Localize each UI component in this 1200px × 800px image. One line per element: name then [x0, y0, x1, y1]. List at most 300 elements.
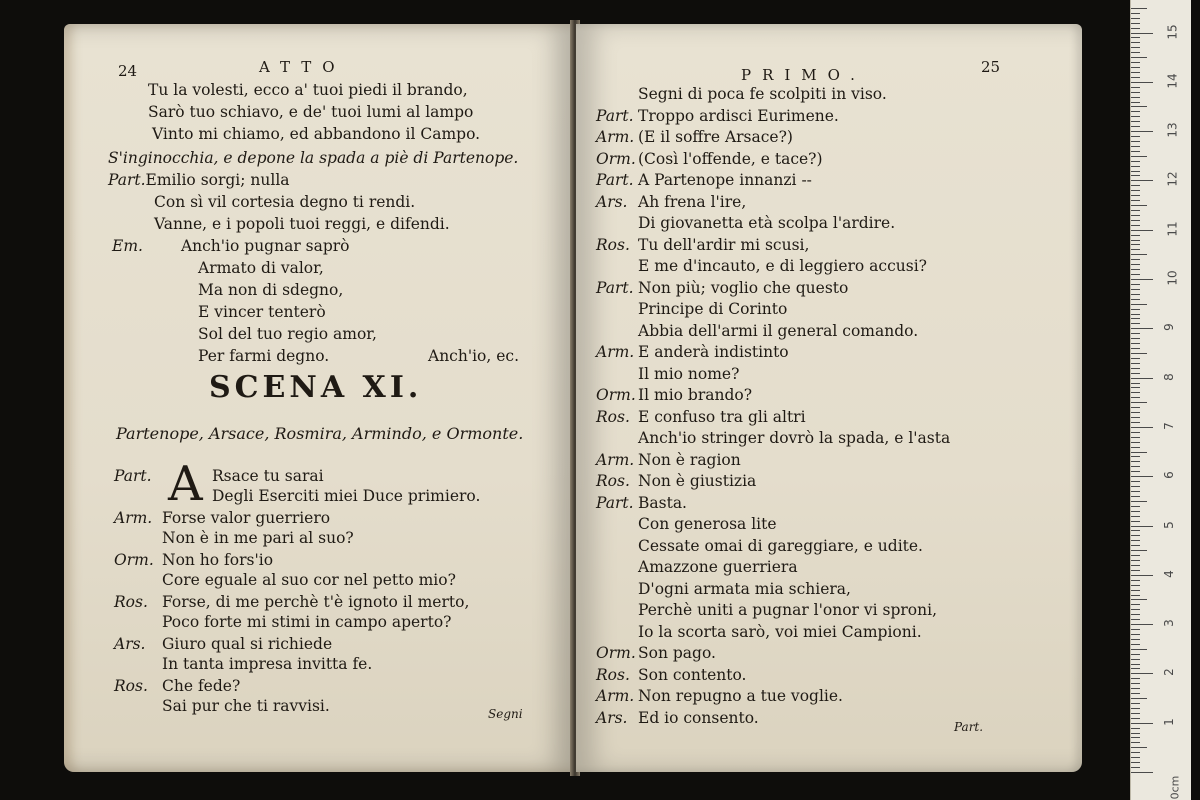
drop-cap: A — [168, 456, 203, 512]
ruler-tick — [1131, 97, 1140, 98]
ruler-tick — [1131, 42, 1140, 43]
ruler-tick — [1131, 550, 1147, 551]
line-text: Armato di valor, — [198, 259, 324, 277]
dialogue-line — [114, 466, 324, 486]
ruler-number: 5 — [1161, 520, 1176, 529]
ruler-tick — [1131, 555, 1140, 556]
ruler-tick — [1131, 52, 1140, 53]
ruler-tick — [1131, 171, 1140, 172]
line-text: Non repugno a tue voglie. — [638, 687, 843, 705]
right-page — [576, 24, 1082, 772]
ruler-tick — [1131, 225, 1140, 226]
ruler-tick — [1131, 215, 1140, 216]
ruler-tick — [1131, 166, 1140, 167]
speaker-label: Arm. — [596, 687, 635, 705]
line-text: In tanta impresa invitta fe. — [162, 655, 373, 673]
text-line — [148, 80, 468, 100]
line-text: Con generosa lite — [638, 515, 777, 533]
ruler-tick — [1131, 338, 1140, 339]
ruler-tick — [1131, 57, 1147, 58]
ruler-tick — [1131, 580, 1140, 581]
ruler-tick — [1131, 284, 1140, 285]
ruler-number: 9 — [1161, 323, 1176, 332]
dialogue-line — [638, 299, 787, 319]
speaker-label: Em. — [112, 237, 143, 255]
speaker-label: Arm. — [114, 509, 153, 527]
ruler-tick — [1131, 230, 1153, 231]
right-page-number: 25 — [981, 58, 1001, 76]
text-line — [198, 346, 329, 366]
line-text: Poco forte mi stimi in campo aperto? — [162, 613, 452, 631]
ruler-tick — [1131, 210, 1140, 211]
dialogue-line — [596, 665, 746, 685]
dialogue-line — [596, 407, 806, 427]
text-line — [152, 124, 480, 144]
ruler-tick — [1131, 13, 1140, 14]
ruler-tick — [1131, 299, 1140, 300]
line-text: Non è giustizia — [638, 472, 757, 490]
ruler-tick — [1131, 383, 1140, 384]
ruler-tick — [1131, 387, 1140, 388]
right-catchword: Part. — [954, 720, 984, 734]
measuring-ruler — [1130, 0, 1191, 800]
line-text: Basta. — [638, 493, 687, 512]
ruler-unit-label: 0cm — [1168, 775, 1182, 800]
dialogue-line — [596, 192, 746, 212]
ruler-tick — [1131, 314, 1140, 315]
ruler-tick — [1131, 452, 1147, 453]
ruler-tick — [1131, 309, 1140, 310]
ruler-tick — [1131, 718, 1140, 719]
ruler-number: 7 — [1161, 422, 1176, 430]
ruler-tick — [1131, 111, 1140, 112]
ruler-tick — [1131, 47, 1140, 48]
line-text: A Partenope innanzi -- — [638, 171, 812, 189]
speaker-label: Arm. — [596, 450, 635, 469]
text-line — [198, 302, 326, 322]
text-line — [428, 346, 519, 366]
ruler-tick — [1131, 688, 1140, 689]
ruler-tick — [1131, 481, 1140, 482]
ruler-tick — [1131, 496, 1140, 497]
ruler-number: 6 — [1161, 471, 1176, 480]
line-text: Non è in me pari al suo? — [162, 529, 354, 547]
dialogue-line — [638, 321, 918, 341]
dialogue-line — [162, 612, 451, 632]
line-text: E me d'incauto, e di leggiero accusi? — [638, 257, 927, 275]
speaker-label: Part. — [596, 171, 634, 189]
ruler-tick — [1131, 772, 1153, 773]
ruler-tick — [1131, 599, 1147, 600]
ruler-number: 2 — [1161, 668, 1176, 677]
line-text: Il mio nome? — [638, 364, 740, 383]
ruler-tick — [1131, 126, 1140, 127]
ruler-tick — [1131, 516, 1140, 517]
ruler-tick — [1131, 180, 1153, 181]
ruler-tick — [1131, 87, 1140, 88]
text-line — [198, 280, 343, 300]
ruler-tick — [1131, 195, 1140, 196]
ruler-tick — [1131, 72, 1140, 73]
text-line — [108, 170, 290, 190]
dialogue-line — [114, 634, 332, 654]
ruler-tick — [1131, 511, 1140, 512]
stage-direction — [108, 148, 518, 168]
ruler-tick — [1131, 200, 1140, 201]
dialogue-line — [114, 550, 273, 570]
line-text: Forse valor guerriero — [162, 509, 331, 527]
ruler-tick — [1131, 18, 1140, 19]
line-text: Con sì vil cortesia degno ti rendi. — [154, 193, 416, 211]
dialogue-line — [638, 213, 895, 233]
line-text: Principe di Corinto — [638, 300, 788, 318]
ruler-tick — [1131, 595, 1140, 596]
ruler-tick — [1131, 723, 1153, 724]
line-text: Core eguale al suo cor nel petto mio? — [162, 571, 456, 589]
line-text: Emilio sorgi; nulla — [145, 171, 290, 189]
line-text: Segni di poca fe scolpiti in viso. — [638, 85, 887, 103]
ruler-tick — [1131, 368, 1140, 369]
ruler-tick — [1131, 634, 1140, 635]
ruler-tick — [1131, 668, 1140, 669]
ruler-tick — [1131, 590, 1140, 591]
ruler-number: 10 — [1165, 270, 1180, 286]
line-text: Troppo ardisci Eurimene. — [638, 106, 839, 125]
ruler-tick — [1131, 141, 1140, 142]
ruler-tick — [1131, 437, 1140, 438]
ruler-tick — [1131, 121, 1140, 122]
ruler-tick — [1131, 161, 1140, 162]
dialogue-line — [638, 600, 937, 620]
speaker-label: Arm. — [596, 343, 635, 361]
ruler-tick — [1131, 767, 1140, 768]
dialogue-line — [638, 622, 922, 642]
ruler-tick — [1131, 264, 1140, 265]
ruler-tick — [1131, 501, 1147, 502]
ruler-tick — [1131, 279, 1153, 280]
speaker-label: Ros. — [596, 665, 630, 684]
ruler-tick — [1131, 530, 1140, 531]
dialogue-line — [212, 486, 480, 506]
ruler-tick — [1131, 254, 1147, 255]
ruler-tick — [1131, 23, 1140, 24]
dialogue-line — [638, 84, 887, 104]
ruler-tick — [1131, 565, 1140, 566]
ruler-tick — [1131, 77, 1140, 78]
dialogue-line — [596, 686, 843, 706]
dialogue-line — [114, 676, 240, 696]
ruler-tick — [1131, 353, 1147, 354]
ruler-tick — [1131, 289, 1140, 290]
speaker-label: Orm. — [114, 551, 154, 569]
ruler-tick — [1131, 733, 1140, 734]
ruler-tick — [1131, 728, 1140, 729]
dialogue-line — [638, 256, 927, 276]
line-text: Sarò tuo schiavo, e de' tuoi lumi al lampo — [148, 103, 474, 121]
dialogue-line — [596, 127, 793, 147]
line-text: Degli Eserciti miei Duce primiero. — [212, 487, 481, 505]
line-text: Ma non di sdegno, — [198, 281, 344, 299]
ruler-tick — [1131, 659, 1140, 660]
speaker-label: Ars. — [596, 708, 628, 727]
text-line — [112, 236, 350, 256]
text-line — [148, 102, 473, 122]
ruler-tick — [1131, 412, 1140, 413]
ruler-tick — [1131, 742, 1140, 743]
ruler-number: 4 — [1161, 569, 1176, 578]
ruler-tick — [1131, 540, 1140, 541]
ruler-tick — [1131, 708, 1140, 709]
line-text: Anch'io pugnar saprò — [180, 237, 350, 255]
ruler-tick — [1131, 486, 1140, 487]
ruler-tick — [1131, 545, 1140, 546]
ruler-tick — [1131, 407, 1140, 408]
ruler-tick — [1131, 447, 1140, 448]
left-page — [64, 24, 574, 772]
line-text: Non è ragion — [638, 450, 741, 469]
dialogue-line — [162, 570, 456, 590]
dialogue-line — [596, 450, 741, 470]
line-text: Vinto mi chiamo, ed abbandono il Campo. — [152, 125, 481, 143]
ruler-tick — [1131, 604, 1140, 605]
ruler-tick — [1131, 28, 1140, 29]
ruler-tick — [1131, 8, 1147, 9]
ruler-tick — [1131, 654, 1140, 655]
line-text: (E il soffre Arsace?) — [638, 128, 793, 146]
dialogue-line — [596, 643, 716, 663]
line-text: (Così l'offende, e tace?) — [638, 149, 823, 168]
speaker-label: Ros. — [596, 472, 630, 490]
line-text: Tu la volesti, ecco a' tuoi piedi il brando, — [148, 81, 468, 99]
dialogue-line — [638, 557, 798, 577]
text-line — [198, 258, 324, 278]
ruler-tick — [1131, 570, 1140, 571]
line-text: Il mio brando? — [638, 386, 753, 404]
line-text: Io la scorta sarò, voi miei Campioni. — [638, 622, 922, 641]
line-text: Cessate omai di gareggiare, e udite. — [638, 536, 923, 555]
line-text: Ah frena l'ire, — [638, 192, 747, 211]
ruler-tick — [1131, 392, 1140, 393]
ruler-tick — [1131, 131, 1153, 132]
dialogue-line — [162, 654, 372, 674]
ruler-tick — [1131, 220, 1140, 221]
dialogue-line — [162, 528, 354, 548]
ruler-tick — [1131, 363, 1140, 364]
dialogue-line — [596, 149, 823, 169]
ruler-tick — [1131, 535, 1140, 536]
ruler-tick — [1131, 737, 1140, 738]
text-line — [154, 192, 415, 212]
ruler-tick — [1131, 136, 1140, 137]
ruler-tick — [1131, 82, 1153, 83]
ruler-tick — [1131, 175, 1140, 176]
dialogue-line — [638, 428, 950, 448]
ruler-tick — [1131, 67, 1140, 68]
line-text: Ed io consento. — [638, 708, 759, 727]
ruler-tick — [1131, 521, 1140, 522]
ruler-tick — [1131, 151, 1140, 152]
ruler-tick — [1131, 235, 1140, 236]
line-text: Anch'io, ec. — [428, 347, 520, 365]
dialogue-line — [596, 385, 752, 405]
ruler-tick — [1131, 442, 1140, 443]
speaker-label: Ros. — [596, 407, 630, 426]
ruler-tick — [1131, 185, 1140, 186]
speaker-label: Ros. — [114, 593, 148, 611]
ruler-tick — [1131, 698, 1147, 699]
ruler-tick — [1131, 624, 1153, 625]
ruler-tick — [1131, 240, 1140, 241]
line-text: Giuro qual si richiede — [162, 635, 333, 653]
ruler-number: 11 — [1165, 221, 1180, 237]
ruler-tick — [1131, 639, 1140, 640]
scene-characters: Partenope, Arsace, Rosmira, Armindo, e Ormonte. — [116, 424, 524, 443]
speaker-label: Ros. — [114, 677, 148, 695]
right-running-head: PRIMO. — [741, 66, 866, 84]
ruler-tick — [1131, 762, 1140, 763]
speaker-label: Arm. — [596, 128, 635, 146]
dialogue-line — [638, 514, 777, 534]
line-text: Rsace tu sarai — [212, 467, 324, 485]
line-text: S'inginocchia, e depone la spada a piè di Partenope. — [108, 149, 519, 167]
ruler-tick — [1131, 703, 1140, 704]
ruler-tick — [1131, 575, 1153, 576]
dialogue-line — [596, 106, 839, 126]
speaker-label: Ars. — [596, 192, 628, 211]
line-text: D'ogni armata mia schiera, — [638, 579, 851, 598]
ruler-tick — [1131, 373, 1140, 374]
line-text: E anderà indistinto — [638, 343, 789, 361]
line-text: Son pago. — [638, 644, 716, 662]
dialogue-line — [596, 170, 812, 190]
ruler-tick — [1131, 585, 1140, 586]
dialogue-line — [638, 579, 851, 599]
ruler-tick — [1131, 146, 1140, 147]
ruler-tick — [1131, 397, 1140, 398]
ruler-tick — [1131, 476, 1153, 477]
ruler-tick — [1131, 693, 1140, 694]
dialogue-line — [638, 364, 739, 384]
ruler-tick — [1131, 461, 1140, 462]
ruler-tick — [1131, 609, 1140, 610]
ruler-tick — [1131, 269, 1140, 270]
ruler-tick — [1131, 678, 1140, 679]
ruler-tick — [1131, 629, 1140, 630]
ruler-tick — [1131, 37, 1140, 38]
ruler-tick — [1131, 274, 1140, 275]
speaker-label: Part. — [596, 493, 634, 512]
ruler-tick — [1131, 664, 1140, 665]
left-running-head: ATTO — [259, 58, 346, 76]
ruler-tick — [1131, 249, 1140, 250]
ruler-tick — [1131, 294, 1140, 295]
speaker-label: Orm. — [596, 149, 636, 168]
ruler-tick — [1131, 323, 1140, 324]
line-text: Amazzone guerriera — [638, 558, 798, 576]
speaker-label: Ars. — [114, 635, 146, 653]
line-text: Per farmi degno. — [198, 347, 330, 365]
ruler-tick — [1131, 427, 1153, 428]
line-text: Di giovanetta età scolpa l'ardire. — [638, 214, 896, 232]
ruler-tick — [1131, 259, 1140, 260]
ruler-tick — [1131, 649, 1147, 650]
line-text: Non più; voglio che questo — [638, 278, 849, 297]
dialogue-line — [596, 342, 789, 362]
ruler-tick — [1131, 422, 1140, 423]
ruler-tick — [1131, 614, 1140, 615]
ruler-tick — [1131, 33, 1153, 34]
left-catchword: Segni — [488, 707, 523, 721]
ruler-tick — [1131, 432, 1140, 433]
line-text: Perchè uniti a pugnar l'onor vi sproni, — [638, 601, 937, 619]
ruler-tick — [1131, 358, 1140, 359]
ruler-tick — [1131, 348, 1140, 349]
ruler-number: 3 — [1161, 619, 1176, 627]
ruler-tick — [1131, 106, 1147, 107]
left-page-number: 24 — [118, 62, 138, 80]
ruler-number: 14 — [1165, 73, 1180, 89]
ruler-tick — [1131, 304, 1147, 305]
dialogue-line — [596, 471, 756, 491]
ruler-tick — [1131, 378, 1153, 379]
ruler-number: 15 — [1165, 23, 1180, 40]
ruler-tick — [1131, 333, 1140, 334]
ruler-tick — [1131, 92, 1140, 93]
dialogue-line — [114, 508, 330, 528]
ruler-tick — [1131, 644, 1140, 645]
ruler-number: 12 — [1165, 171, 1180, 188]
speaker-label: Ros. — [596, 235, 630, 254]
speaker-label: Part. — [108, 171, 146, 189]
ruler-tick — [1131, 683, 1140, 684]
dialogue-line — [596, 493, 687, 513]
speaker-label: Part. — [114, 467, 152, 485]
line-text: Anch'io stringer dovrò la spada, e l'asta — [638, 429, 951, 447]
dialogue-line — [596, 708, 759, 728]
ruler-tick — [1131, 456, 1140, 457]
ruler-tick — [1131, 757, 1140, 758]
speaker-label: Orm. — [596, 386, 636, 404]
ruler-tick — [1131, 560, 1140, 561]
ruler-tick — [1131, 62, 1140, 63]
speaker-label: Part. — [596, 278, 634, 297]
line-text: Tu dell'ardir mi scusi, — [638, 235, 810, 254]
ruler-tick — [1131, 471, 1140, 472]
ruler-tick — [1131, 673, 1153, 674]
line-text: Son contento. — [638, 665, 747, 684]
scena-title: SCENA XI. — [209, 370, 423, 405]
ruler-tick — [1131, 526, 1153, 527]
ruler-number: 1 — [1161, 717, 1176, 726]
ruler-tick — [1131, 328, 1153, 329]
ruler-tick — [1131, 102, 1140, 103]
ruler-tick — [1131, 713, 1140, 714]
ruler-number: 8 — [1161, 372, 1176, 381]
ruler-tick — [1131, 752, 1140, 753]
dialogue-line — [638, 536, 923, 556]
ruler-number: 13 — [1165, 122, 1180, 138]
line-text: Abbia dell'armi il general comando. — [638, 321, 919, 340]
dialogue-line — [114, 592, 469, 612]
line-text: E confuso tra gli altri — [638, 407, 806, 426]
ruler-tick — [1131, 619, 1140, 620]
line-text: Sai pur che ti ravvisi. — [162, 697, 330, 715]
ruler-tick — [1131, 205, 1147, 206]
ruler-tick — [1131, 417, 1140, 418]
dialogue-line — [596, 278, 848, 298]
ruler-tick — [1131, 466, 1140, 467]
line-text: E vincer tenterò — [198, 303, 326, 321]
